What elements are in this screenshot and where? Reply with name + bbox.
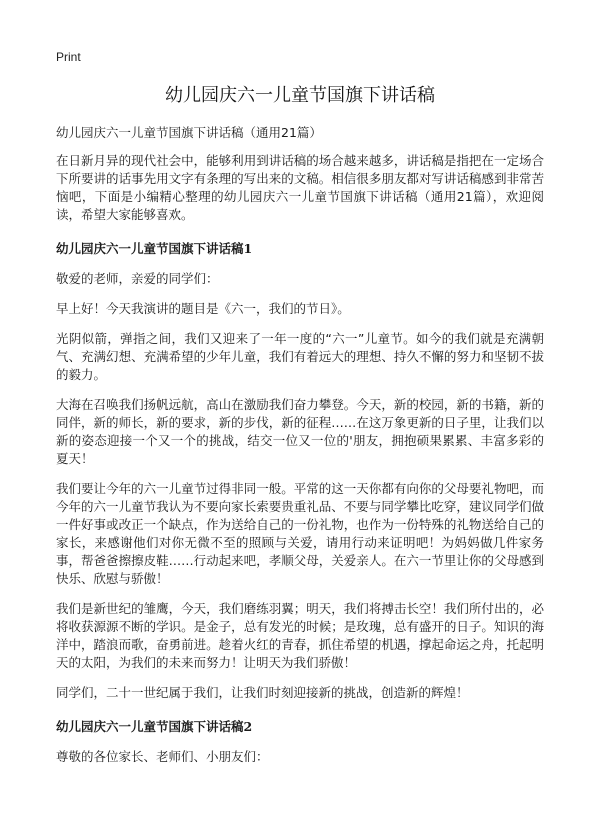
section-1 <box>56 240 544 702</box>
paragraph: 我们要让今年的六一儿童节过得非同一般。平常的这一天你都有向你的父母要礼物吧，而今年的六一儿童节我认为不要向家长索要贵重礼品、不要与同学攀比吃穿，建议同学们做一件好事或改正一个缺点，作为送给自己的一份礼物，也作为一份特殊的礼物送给自己的家长，来感谢他们对你无微不至的照顾与关爱，请用行动来证明吧！为妈妈做几件家务事，帮爸爸擦擦皮鞋……行动起来吧，孝顺父母，关爱亲人。在六一节里让你的父母感到快乐、欣慰与骄傲！ <box>56 481 544 586</box>
intro-paragraph: 在日新月异的现代社会中，能够利用到讲话稿的场合越来越多，讲话稿是指把在一定场合下所要讲的话事先用文字有条理的写出来的文稿。相信很多朋友都对写讲话稿感到非常苦恼吧，下面是小编精心整理的幼儿园庆六一儿童节国旗下讲话稿（通用21篇），欢迎阅读，希望大家能够喜欢。 <box>56 153 544 222</box>
paragraph: 早上好！今天我演讲的题目是《六一，我们的节日》。 <box>56 301 350 316</box>
paragraph: 我们是新世纪的雏鹰，今天，我们磨练羽翼；明天，我们将搏击长空！我们所付出的，必将收获源源不断的学识。是金子，总有发光的时候；是玫瑰，总有盛开的日子。知识的海洋中，踏浪而歌，奋勇前进。趁着火红的青春，抓住希望的机遇，撑起命运之舟，托起明天的太阳，为我们的未来而努力！让明天为我们骄傲！ <box>56 601 544 670</box>
document-subtitle: 幼儿园庆六一儿童节国旗下讲话稿（通用21篇） <box>56 125 322 140</box>
paragraph: 同学们，二十一世纪属于我们，让我们时刻迎接新的挑战，创造新的辉煌！ <box>56 685 469 700</box>
paragraph: 敬爱的老师，亲爱的同学们： <box>56 271 219 286</box>
paragraph: 大海在召唤我们扬帆远航，高山在激励我们奋力攀登。今天，新的校园，新的书籍，新的同伴，新的师长，新的要求，新的步伐，新的征程……在这万象更新的日子里，让我们以新的姿态迎接一个又一个的挑战，结交一位又一位的'朋友，拥抱硕果累累、丰富多彩的夏天！ <box>56 397 544 466</box>
print-link[interactable]: Print <box>56 50 81 64</box>
paragraph: 尊敬的各位家长、老师们、小朋友们： <box>56 749 269 764</box>
section-2 <box>56 718 544 766</box>
paragraph: 光阴似箭，弹指之间，我们又迎来了一年一度的“六一”儿童节。如今的我们就是充满朝气、充满幻想、充满希望的少年儿童，我们有着远大的理想、持久不懈的努力和坚韧不拔的毅力。 <box>56 331 544 382</box>
section-heading: 幼儿园庆六一儿童节国旗下讲话稿1 <box>56 241 253 256</box>
document-title: 幼儿园庆六一儿童节国旗下讲话稿 <box>165 85 435 106</box>
section-heading: 幼儿园庆六一儿童节国旗下讲话稿2 <box>56 719 253 734</box>
